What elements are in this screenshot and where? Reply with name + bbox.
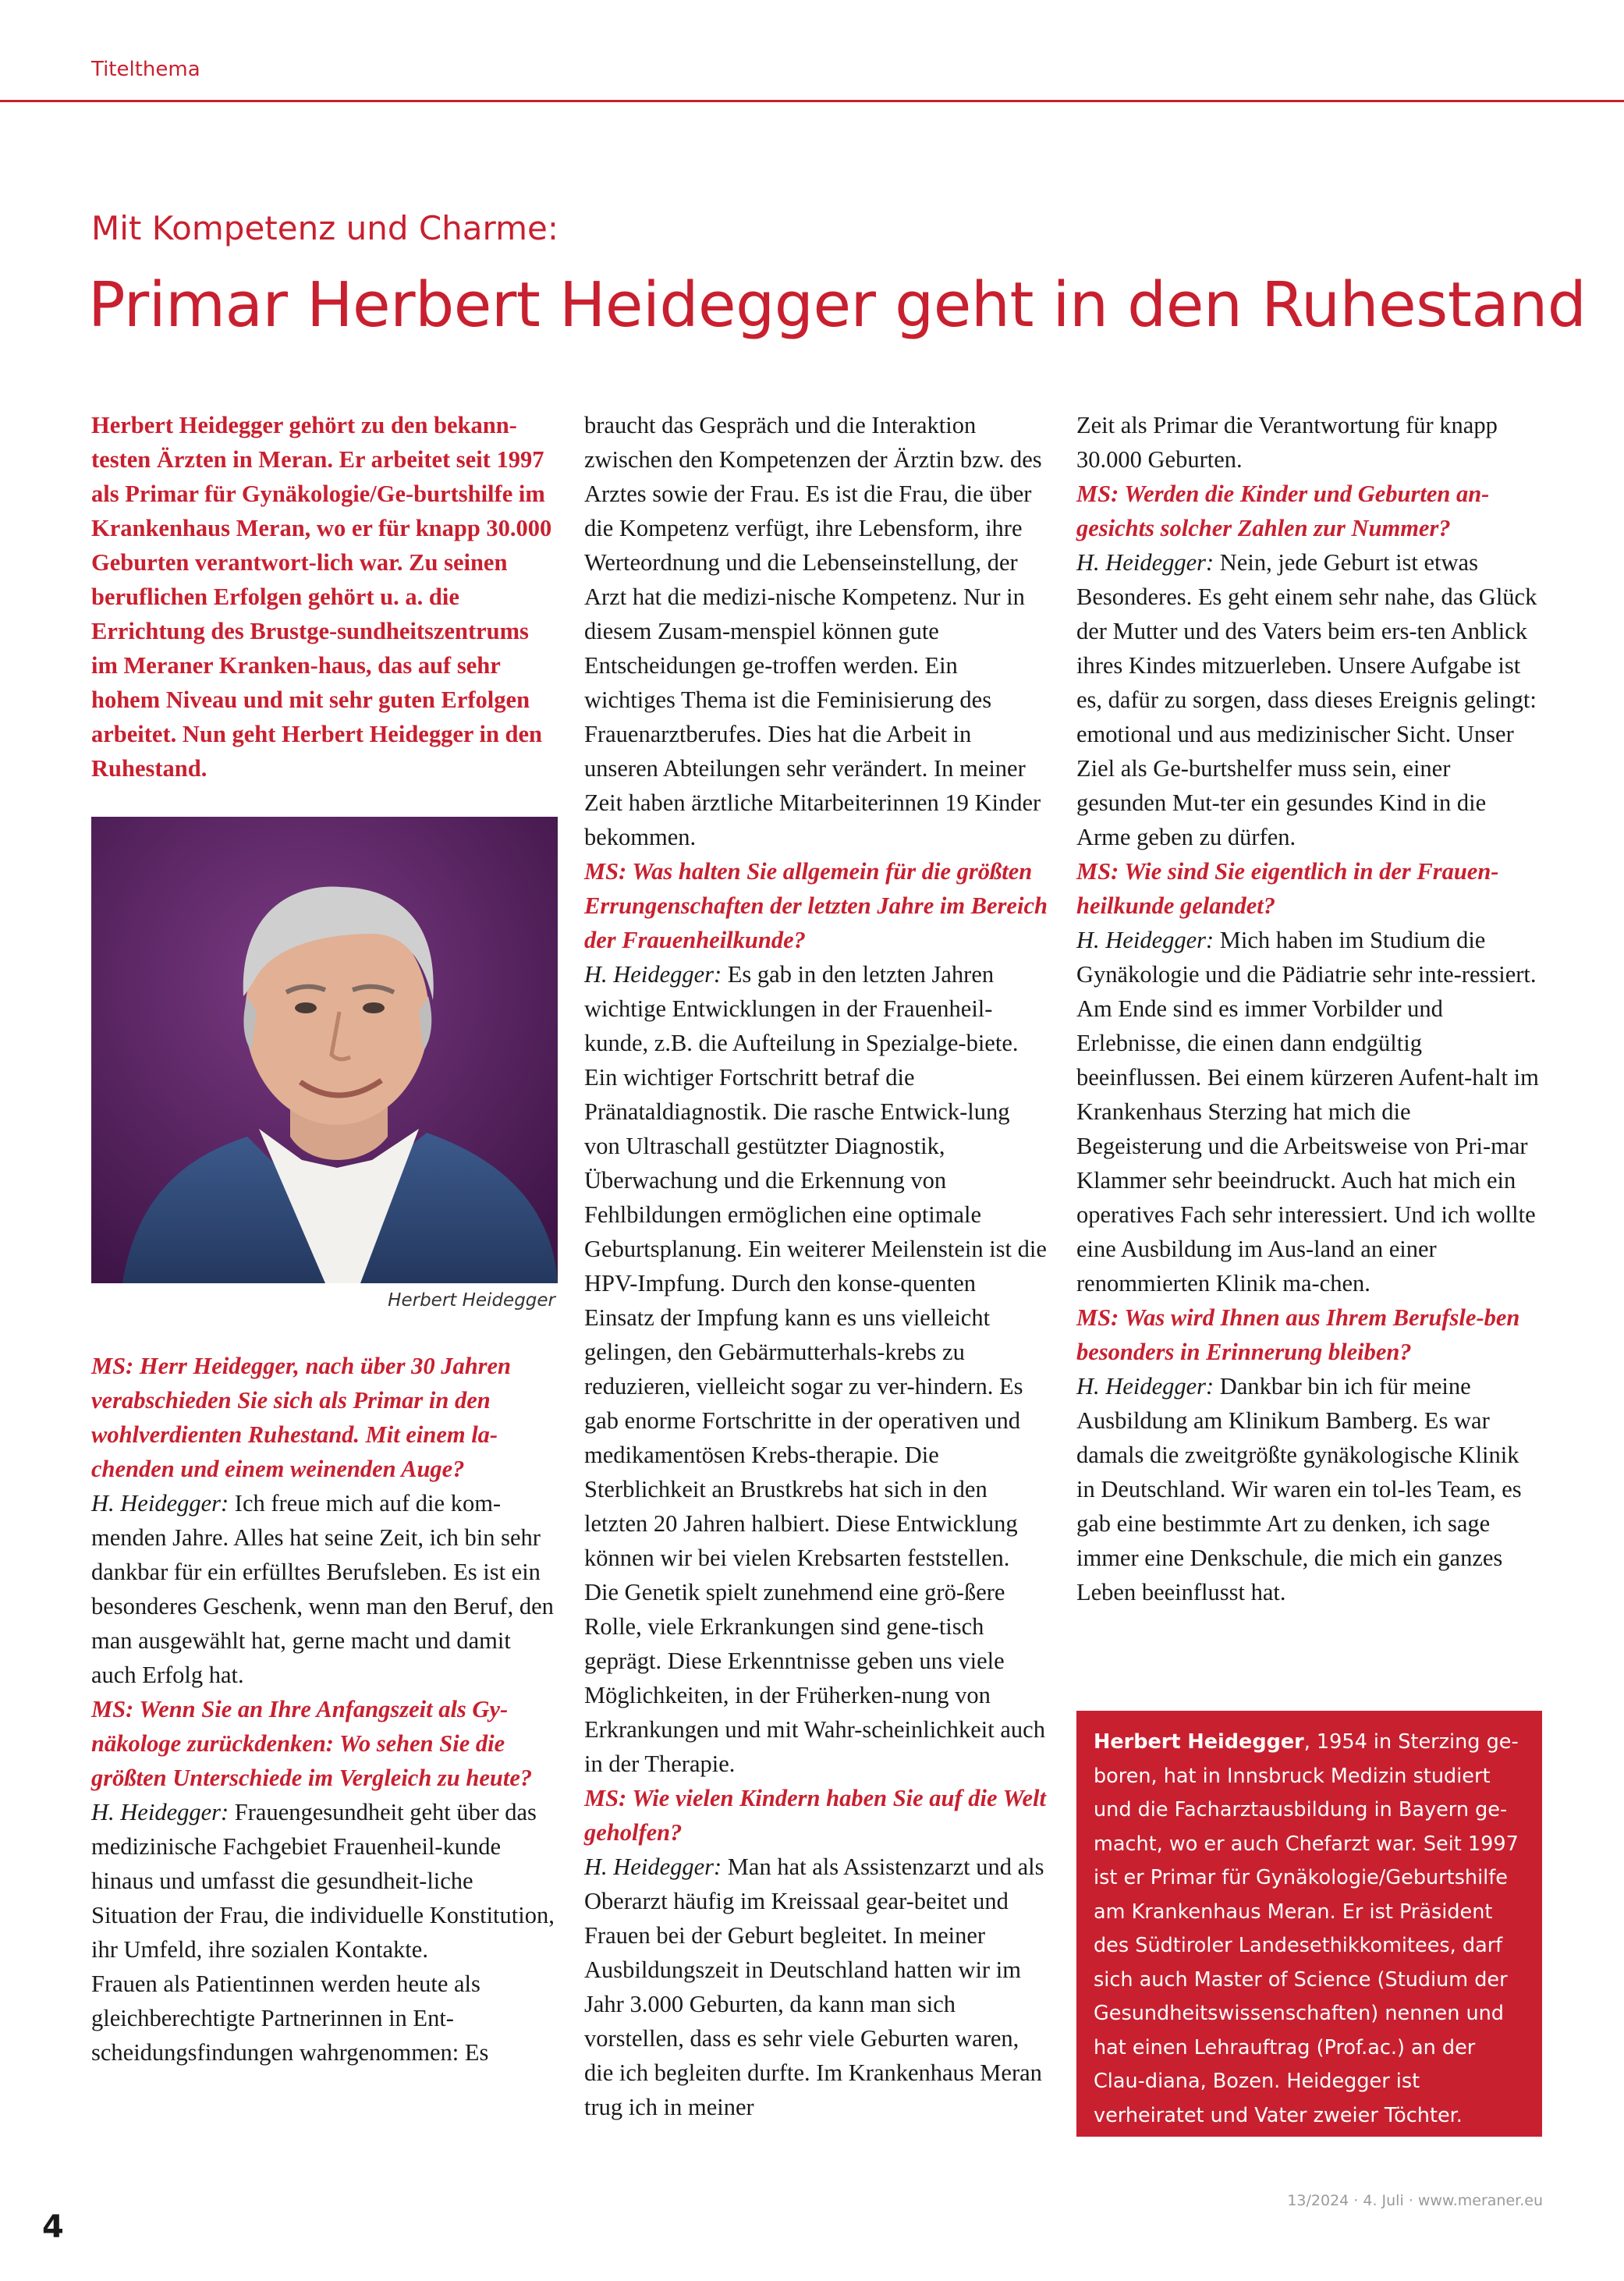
speaker-label: H. Heidegger: [584,961,722,988]
answer-4-continued: Zeit als Primar die Verantwortung für knapp 30.000 Geburten. [1076,412,1498,473]
answer-2-block [91,1795,555,1967]
answer-1-block [91,1486,555,1692]
question-3-block [584,854,1048,957]
answer-5-block [1076,545,1541,854]
article-headline: Primar Herbert Heidegger geht in den Ruhestand [88,269,1587,341]
interview-answer: Dankbar bin ich für meine Ausbildung am Klinikum Bamberg. Es war damals die zweitgrößte gynäkologische Klinik in Deutschland. Wir waren ein tol-les Team, es gab eine bestimmte Art zu denken, ich sage immer eine Denkschule, die mich ein ganzes Leben beeinflusst hat. [1076,1373,1522,1605]
interview-answer: Es gab in den letzten Jahren wichtige Entwicklungen in der Frauenheil-kunde, z.B. die Aufteilung in Spezialge-biete. Ein wichtiger Fortschritt betraf die Pränataldiagnostik. Die rasche Entwick-lung von Ultraschall gestützter Diagnostik, Überwachung und die Erkennung von Fehlbildungen ermöglichen eine optimale Geburtsplanung. Ein weiterer Meilenstein ist die HPV-Impfung. Durch den konse-quenten Einsatz der Impfung kann es uns vielleicht gelingen, den Gebärmutterhals-krebs zu reduzieren, vielleicht sogar zu ver-hindern. Es gab enorme Fortschritte in der operativen und medikamentösen Krebs-therapie. Die Sterblichkeit an Brustkrebs hat sich in den letzten 20 Jahren halbiert. Diese Entwicklung können wir bei vielen Krebsarten feststellen. [584,961,1047,1571]
interview-answer: Mich haben im Studium die Gynäkologie und die Pädiatrie sehr inte-ressiert. Am Ende sind es immer Vorbilder und Erlebnisse, die einen dann endgültig beeinflussen. Bei einem kürzeren Aufent-halt im Krankenhaus Sterzing hat mich die Begeisterung und die Arbeitsweise von Pri-mar Klammer sehr beeindruckt. Auch hat mich ein operatives Fach sehr interessiert. Und ich wollte eine Ausbildung im Aus-land an einer renommierten Klinik ma-chen. [1076,927,1539,1297]
interview-question: MS: Werden die Kinder und Geburten an-gesichts solcher Zahlen zur Nummer? [1076,481,1490,541]
speaker-label: H. Heidegger: [91,1490,229,1517]
answer-7-block [1076,1369,1541,1609]
column-1 [91,408,555,2070]
interview-answer: Nein, jede Geburt ist etwas Besonderes. Es geht einem sehr nahe, das Glück der Mutter und des Vaters beim ers-ten Anblick ihres Kindes mitzuerleben. Unsere Aufgabe ist es, dafür zu sorgen, dass dieses Ereignis gelingt: emotional und aus medizinischer Sicht. Unser Ziel als Ge-burtshelfer muss sein, einer gesunden Mut-ter ein gesundes Kind in die Arme geben zu dürfen. [1076,549,1537,850]
answer-2-continued-col2: braucht das Gespräch und die Interaktion zwischen den Kompetenzen der Ärztin bzw. des Arztes sowie der Frau. Es ist die Frau, die über die Kompetenz verfügt, ihre Lebensform, ihre Werteordnung und die Lebenseinstellung, der Arzt hat die medizi-nische Kompetenz. Nur in diesem Zusam-menspiel können gute Entscheidungen ge-troffen werden. Ein wichtiges Thema ist die Feminisierung des Frauenarztberufes. Dies hat die Arbeit in unseren Abteilungen sehr verändert. In meiner Zeit haben ärztliche Mitarbeiterinnen 19 Kinder bekommen. [584,412,1042,850]
question-2-block [91,1692,555,1795]
interview-question: MS: Was wird Ihnen aus Ihrem Berufsle-ben besonders in Erinnerung bleiben? [1076,1304,1520,1365]
article-kicker: Mit Kompetenz und Charme: [91,209,558,247]
article-lead: Herbert Heidegger gehört zu den bekann-testen Ärzten in Meran. Er arbeitet seit 1997 als Primar für Gynäkologie/Ge-burtshilfe im Krankenhaus Meran, wo er für knapp 30.000 Geburten verantwort-lich war. Zu seinen beruflichen Erfolgen gehört u. a. die Errichtung des Brustge-sundheitszentrums im Meraner Kranken-haus, das auf sehr hohem Niveau und mit sehr guten Erfolgen arbeitet. Nun geht Herbert Heidegger in den Ruhestand. [91,412,552,782]
portrait-photo [91,817,558,1283]
interview-question: MS: Wenn Sie an Ihre Anfangszeit als Gy-näkologe zurückdenken: Wo sehen Sie die größten Unterschiede im Vergleich zu heute? [91,1696,533,1791]
answer-3-continued: Die Genetik spielt zunehmend eine grö-ßere Rolle, viele Erkrankungen sind gene-tisch geprägt. Diese Erkenntnisse geben uns viele Möglichkeiten, in der Früherken-nung von Erkrankungen und mit Wahr-scheinlichkeit auch in der Therapie. [584,1579,1045,1777]
answer-2-continued: Frauen als Patientinnen werden heute als gleichberechtigte Partnerinnen in Ent-scheidungsfindungen wahrgenommen: Es [91,1971,489,2066]
bio-box [1076,1711,1542,2137]
answer-4-block [584,1850,1048,2124]
question-6-block [1076,854,1541,923]
question-5-block [1076,477,1541,545]
page-number: 4 [42,2209,64,2245]
column-3 [1076,408,1541,1609]
interview-question: MS: Wie sind Sie eigentlich in der Frauen-heilkunde gelandet? [1076,858,1499,919]
interview-answer: Ich freue mich auf die kom-menden Jahre. Alles hat seine Zeit, ich bin sehr dankbar für ein erfülltes Berufsleben. Es ist ein besonderes Geschenk, wenn man den Beruf, den man ausgewählt hat, gerne macht und damit auch Erfolg hat. [91,1490,554,1688]
question-1-block [91,1349,555,1486]
interview-question: MS: Herr Heidegger, nach über 30 Jahren verabschieden Sie sich als Primar in den wohlverdienten Ruhestand. Mit einem la-chenden und einem weinenden Auge? [91,1353,512,1482]
speaker-label: H. Heidegger: [1076,927,1214,953]
answer-3-block [584,957,1048,1575]
interview-answer: Frauengesundheit geht über das medizinische Fachgebiet Frauenheil-kunde hinaus und umfasst die gesundheit-liche Situation der Frau, die individuelle Konstitution, ihr Umfeld, ihre sozialen Kontakte. [91,1799,555,1963]
photo-caption: Herbert Heidegger [388,1290,555,1311]
bio-name: Herbert Heidegger [1094,1730,1304,1754]
question-7-block [1076,1300,1541,1369]
issue-info: 13/2024 · 4. Juli · www.meraner.eu [1287,2192,1543,2209]
speaker-label: H. Heidegger: [1076,1373,1214,1399]
answer-6-block [1076,923,1541,1300]
column-2 [584,408,1048,2124]
portrait-illustration [91,817,558,1283]
interview-question: MS: Wie vielen Kindern haben Sie auf die Welt geholfen? [584,1785,1046,1846]
header-rule [0,100,1624,102]
interview-question: MS: Was halten Sie allgemein für die größten Errungenschaften der letzten Jahre im Bereich der Frauenheilkunde? [584,858,1048,953]
question-4-block [584,1781,1048,1850]
speaker-label: H. Heidegger: [91,1799,229,1825]
speaker-label: H. Heidegger: [584,1854,722,1880]
section-label: Titelthema [91,58,200,81]
bio-text: , 1954 in Sterzing ge-boren, hat in Innsbruck Medizin studiert und die Facharztausbildung in Bayern ge-macht, wo er auch Chefarzt war. Seit 1997 ist er Primar für Gynäkologie/Geburtshilfe am Krankenhaus Meran. Er ist Präsident des Südtiroler Landesethikkomitees, darf sich auch Master of Science (Studium der Gesundheitswissenschaften) nennen und hat einen Lehrauftrag (Prof.ac.) an der Clau-diana, Bozen. Heidegger ist verheiratet und Vater zweier Töchter. [1094,1730,1519,2127]
interview-answer: Man hat als Assistenzarzt und als Oberarzt häufig im Kreissaal gear-beitet und Frauen bei der Geburt begleitet. In meiner Ausbildungszeit in Deutschland hatten wir im Jahr 3.000 Geburten, da kann man sich vorstellen, dass es sehr viele Geburten waren, die ich begleiten durfte. Im Krankenhaus Meran trug ich in meiner [584,1854,1044,2120]
speaker-label: H. Heidegger: [1076,549,1214,576]
